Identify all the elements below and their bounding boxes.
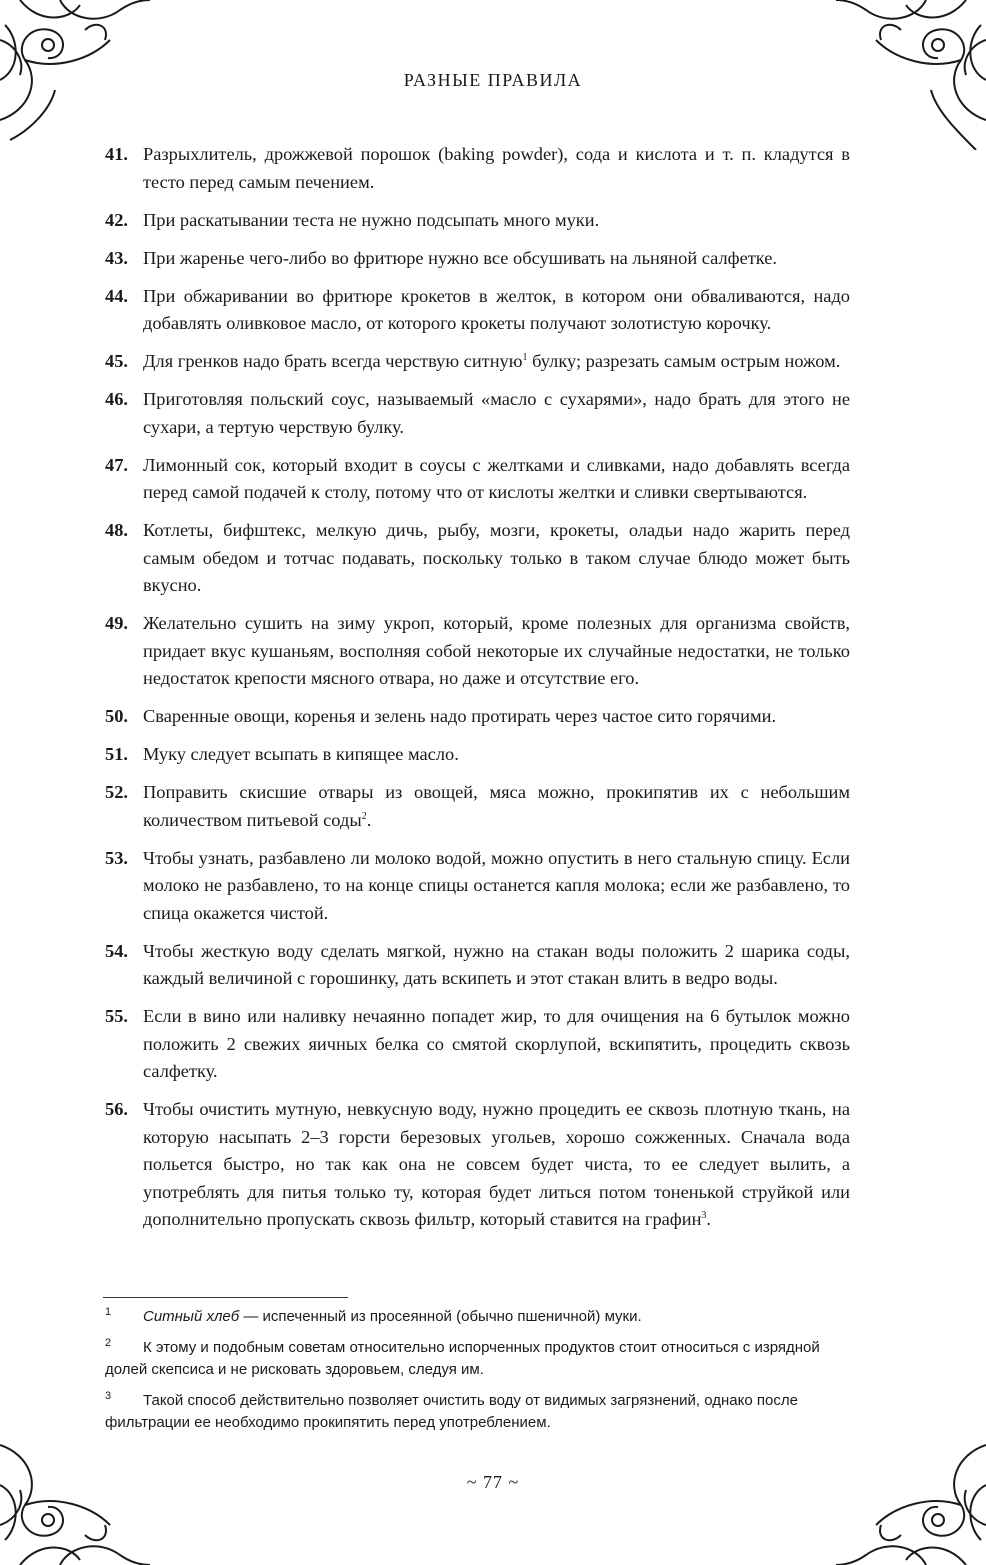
rule-text-part: . xyxy=(706,1209,712,1229)
list-item xyxy=(105,703,850,731)
rule-number: 47. xyxy=(105,454,128,475)
rule-text-part: булку; разрезать самым острым ножом. xyxy=(527,351,841,371)
rule-number: 49. xyxy=(105,613,128,633)
list-item xyxy=(105,141,850,196)
rule-text: Сваренные овощи, коренья и зелень надо протирать через частое сито горячими. xyxy=(143,706,777,726)
list-item xyxy=(105,386,850,441)
footnote xyxy=(105,1337,850,1381)
rule-text xyxy=(143,1096,850,1234)
list-item xyxy=(105,1096,850,1234)
list-item xyxy=(105,845,850,928)
footnote-text: — испеченный из просеянной (обычно пшеничной) муки. xyxy=(239,1308,642,1325)
rule-number: 55. xyxy=(105,1006,128,1026)
list-item xyxy=(105,348,850,376)
footnote-text: К этому и подобным советам относительно испорченных продуктов стоит относиться с изрядной долей скепсиса и не рисковать здоровьем, следуя им. xyxy=(105,1339,820,1378)
rule-number: 50. xyxy=(105,706,128,726)
list-item xyxy=(105,938,850,993)
rule-number: 53. xyxy=(105,847,128,868)
rule-text: Котлеты, бифштекс, мелкую дичь, рыбу, мозги, крокеты, оладьи надо жарить перед самым обедом и тотчас подавать, поскольку только в таком случае блюдо может быть вкусно. xyxy=(143,520,850,595)
rule-text: Чтобы жесткую воду сделать мягкой, нужно на стакан воды положить 2 шарика соды, каждый величиной с горошинку, дать вскипеть и этот стакан влить в ведро воды. xyxy=(143,940,850,988)
list-item xyxy=(105,207,850,235)
footnotes xyxy=(105,1306,850,1443)
list-item xyxy=(105,452,850,507)
footnote xyxy=(105,1390,850,1434)
rule-text xyxy=(143,348,850,376)
rule-text: Чтобы узнать, разбавлено ли молоко водой, можно опустить в него стальную спицу. Если молоко не разбавлено, то на конце спицы останется капля молока; если же разбавлено, то спица окажется чистой. xyxy=(143,847,850,923)
list-item xyxy=(105,517,850,600)
rule-text-part: Для гренков надо брать всегда черствую ситную xyxy=(143,351,523,371)
rule-text-part: . xyxy=(366,809,372,830)
rule-text: Муку следует всыпать в кипящее масло. xyxy=(143,744,459,764)
list-item xyxy=(105,779,850,834)
list-item xyxy=(105,610,850,693)
footnote-number: 1 xyxy=(105,1306,112,1318)
rule-text: При обжаривании во фритюре крокетов в желток, в котором они обваливаются, надо добавлять оливковое масло, от которого крокеты получают золотистую корочку. xyxy=(143,285,850,333)
rule-text xyxy=(143,779,850,834)
rule-text: При раскатывании теста не нужно подсыпать много муки. xyxy=(143,209,600,230)
list-item xyxy=(105,245,850,273)
rules-list xyxy=(105,141,850,1244)
rule-number: 42. xyxy=(105,209,128,230)
footnote-divider xyxy=(103,1297,348,1298)
rule-number: 51. xyxy=(105,744,128,764)
footnote-ref[interactable]: 1 xyxy=(522,351,528,363)
rule-text: Разрыхлитель, дрожжевой порошок (baking powder), сода и кислота и т. п. кладутся в тесто перед самым печением. xyxy=(143,144,850,192)
rule-number: 56. xyxy=(105,1099,128,1119)
rule-text-part: Чтобы очистить мутную, невкусную воду, нужно процедить ее сквозь плотную ткань, на которую насыпать 2–3 горсти березовых угольев, хорошо сожженных. Сначала вода польется быстро, но так как она не совсем будет чиста, то ее следует вылить, а употреблять для питья только ту, которая будет литься потом тоненькой струйкой или дополнительно пропускать сквозь фильтр, который ставится на графин xyxy=(143,1099,850,1229)
rule-text: Если в вино или наливку нечаянно попадет жир, то для очищения на 6 бутылок можно положить 2 свежих яичных белка со смятой скорлупой, вскипятить, процедить сквозь салфетку. xyxy=(143,1006,850,1081)
rule-number: 41. xyxy=(105,144,128,164)
footnote-term: Ситный хлеб xyxy=(143,1308,240,1325)
rule-text: При жаренье чего-либо во фритюре нужно все обсушивать на льняной салфетке. xyxy=(143,247,778,268)
footnote-ref[interactable]: 2 xyxy=(361,810,367,822)
rule-text: Приготовляя польский соус, называемый «масло с сухарями», надо брать для этого не сухари, а тертую черствую булку. xyxy=(143,389,850,437)
footnote-ref[interactable]: 3 xyxy=(701,1209,707,1221)
rule-number: 52. xyxy=(105,782,128,802)
running-title: РАЗНЫЕ ПРАВИЛА xyxy=(403,70,583,90)
footnote-number: 2 xyxy=(105,1337,112,1349)
rule-number: 54. xyxy=(105,940,128,961)
rule-number: 46. xyxy=(105,389,128,409)
footnote-number: 3 xyxy=(105,1390,112,1402)
footnote xyxy=(105,1306,850,1328)
rule-number: 45. xyxy=(105,351,128,371)
rule-text-part: Поправить скисшие отвары из овощей, мяса можно, прокипятив их с небольшим количеством питьевой соды xyxy=(143,782,850,830)
rule-text: Желательно сушить на зиму укроп, который, кроме полезных для организма свойств, придает вкус кушаньям, восполняя собой некоторые их случайные недостатки, не только недостаток крепости мясного отвара, но даже и отсутствие его. xyxy=(143,613,850,688)
rule-number: 48. xyxy=(105,520,128,540)
rule-text: Лимонный сок, который входит в соусы с желтками и сливками, надо добавлять всегда перед самой подачей к столу, потому что от кислоты желтки и сливки свертываются. xyxy=(143,454,850,502)
list-item xyxy=(105,283,850,338)
rule-number: 44. xyxy=(105,285,128,306)
rule-number: 43. xyxy=(105,247,128,268)
page-number: ~ 77 ~ xyxy=(466,1472,520,1492)
footnote-text: Такой способ действительно позволяет очистить воду от видимых загрязнений, однако после фильтрации ее необходимо прокипятить перед употреблением. xyxy=(105,1392,798,1431)
list-item xyxy=(105,1003,850,1086)
list-item xyxy=(105,741,850,769)
